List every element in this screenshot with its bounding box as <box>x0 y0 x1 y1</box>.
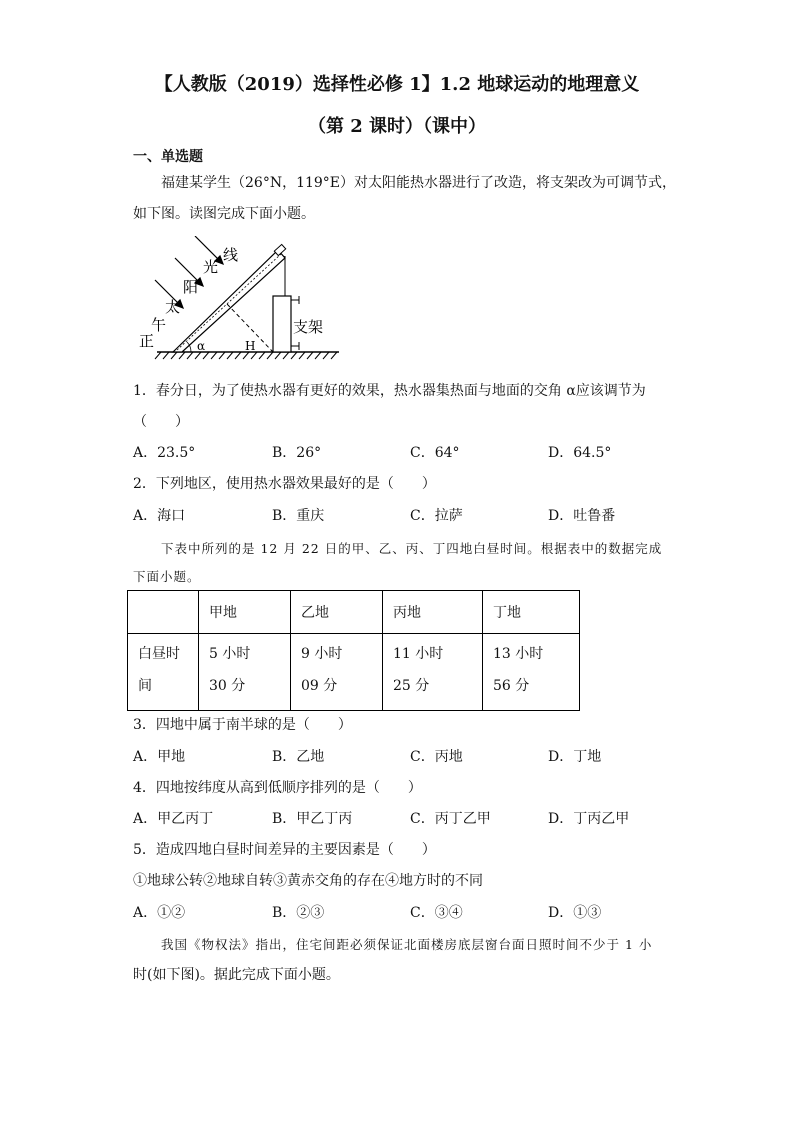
solar-heater-diagram <box>135 236 345 361</box>
q5-factors: ①地球公转②地球自转③黄赤交角的存在④地方时的不同 <box>133 873 483 889</box>
table-header-cell: 丁地 <box>483 591 580 634</box>
q5-option-b[interactable]: B．②③ <box>272 905 325 921</box>
q1-option-a[interactable]: A．23.5° <box>133 445 196 461</box>
q1-stem-line-1: 1．春分日，为了使热水器有更好的效果，热水器集热面与地面的交角 α应该调节为 <box>133 383 646 399</box>
table-intro-line-1: 下表中所列的是 12 月 22 日的甲、乙、丙、丁四地白昼时间。根据表中的数据完成 <box>161 541 663 556</box>
q1-option-b[interactable]: B．26° <box>272 445 322 461</box>
q4-option-c[interactable]: C．丙丁乙甲 <box>410 811 491 827</box>
support-label: 支架 <box>293 318 324 336</box>
q2-option-c[interactable]: C．拉萨 <box>410 508 463 524</box>
table-row-label: 白昼时 间 <box>128 634 199 711</box>
alpha-label: α <box>197 339 206 353</box>
ray-char-5: 光 <box>203 258 219 276</box>
final-line-2: 时(如下图)。据此完成下面小题。 <box>133 967 340 983</box>
section-heading: 一、单选题 <box>133 149 203 165</box>
ray-char-1: 正 <box>139 332 155 350</box>
ray-char-4: 阳 <box>183 278 199 296</box>
title-line-1: 【人教版（2019）选择性必修 1】1.2 地球运动的地理意义 <box>154 74 640 95</box>
table-header-row <box>128 591 580 634</box>
table-header-cell: 甲地 <box>199 591 291 634</box>
intro-line-1: 福建某学生（26°N，119°E）对太阳能热水器进行了改造，将支架改为可调节式， <box>161 175 677 191</box>
table-cell: 11 小时 25 分 <box>383 634 483 711</box>
table-header-cell: 乙地 <box>291 591 383 634</box>
final-line-1: 我国《物权法》指出，住宅间距必须保证北面楼房底层窗台面日照时间不少于 1 小 <box>161 937 653 952</box>
q4-stem: 4．四地按纬度从高到低顺序排列的是（ ） <box>133 780 422 796</box>
q2-stem: 2．下列地区，使用热水器效果最好的是（ ） <box>133 476 436 492</box>
q3-option-d[interactable]: D．丁地 <box>548 749 602 765</box>
table-header-cell: 丙地 <box>383 591 483 634</box>
q4-option-d[interactable]: D．丁丙乙甲 <box>548 811 630 827</box>
q3-stem: 3．四地中属于南半球的是（ ） <box>133 717 352 733</box>
q1-option-c[interactable]: C．64° <box>410 445 460 461</box>
table-row <box>128 634 580 711</box>
intro-line-2: 如下图。读图完成下面小题。 <box>133 206 315 222</box>
q5-stem: 5．造成四地白昼时间差异的主要因素是（ ） <box>133 842 436 858</box>
table-intro-line-2: 下面小题。 <box>133 569 201 584</box>
daylight-table <box>127 590 580 711</box>
q3-option-a[interactable]: A．甲地 <box>133 749 186 765</box>
h-label: H <box>245 339 256 353</box>
ray-char-3: 太 <box>165 298 181 316</box>
q5-option-c[interactable]: C．③④ <box>410 905 463 921</box>
q4-option-b[interactable]: B．甲乙丁丙 <box>272 811 353 827</box>
q3-option-b[interactable]: B．乙地 <box>272 749 325 765</box>
table-cell: 13 小时 56 分 <box>483 634 580 711</box>
q1-stem-line-2: （ ） <box>133 414 189 430</box>
title-line-2: （第 2 课时）（课中） <box>307 116 487 137</box>
table-header-cell <box>128 591 199 634</box>
ray-char-6: 线 <box>223 246 239 264</box>
q2-option-d[interactable]: D．吐鲁番 <box>548 508 616 524</box>
ground-hatching <box>155 352 337 359</box>
support-post <box>273 296 291 352</box>
q5-option-d[interactable]: D．①③ <box>548 905 602 921</box>
q4-option-a[interactable]: A．甲乙丙丁 <box>133 811 214 827</box>
q5-option-a[interactable]: A．①② <box>133 905 186 921</box>
q3-option-c[interactable]: C．丙地 <box>410 749 463 765</box>
q2-option-b[interactable]: B．重庆 <box>272 508 325 524</box>
ray-char-2: 午 <box>151 316 167 334</box>
table-cell: 9 小时 09 分 <box>291 634 383 711</box>
table-cell: 5 小时 30 分 <box>199 634 291 711</box>
q1-option-d[interactable]: D．64.5° <box>548 445 612 461</box>
q2-option-a[interactable]: A．海口 <box>133 508 186 524</box>
